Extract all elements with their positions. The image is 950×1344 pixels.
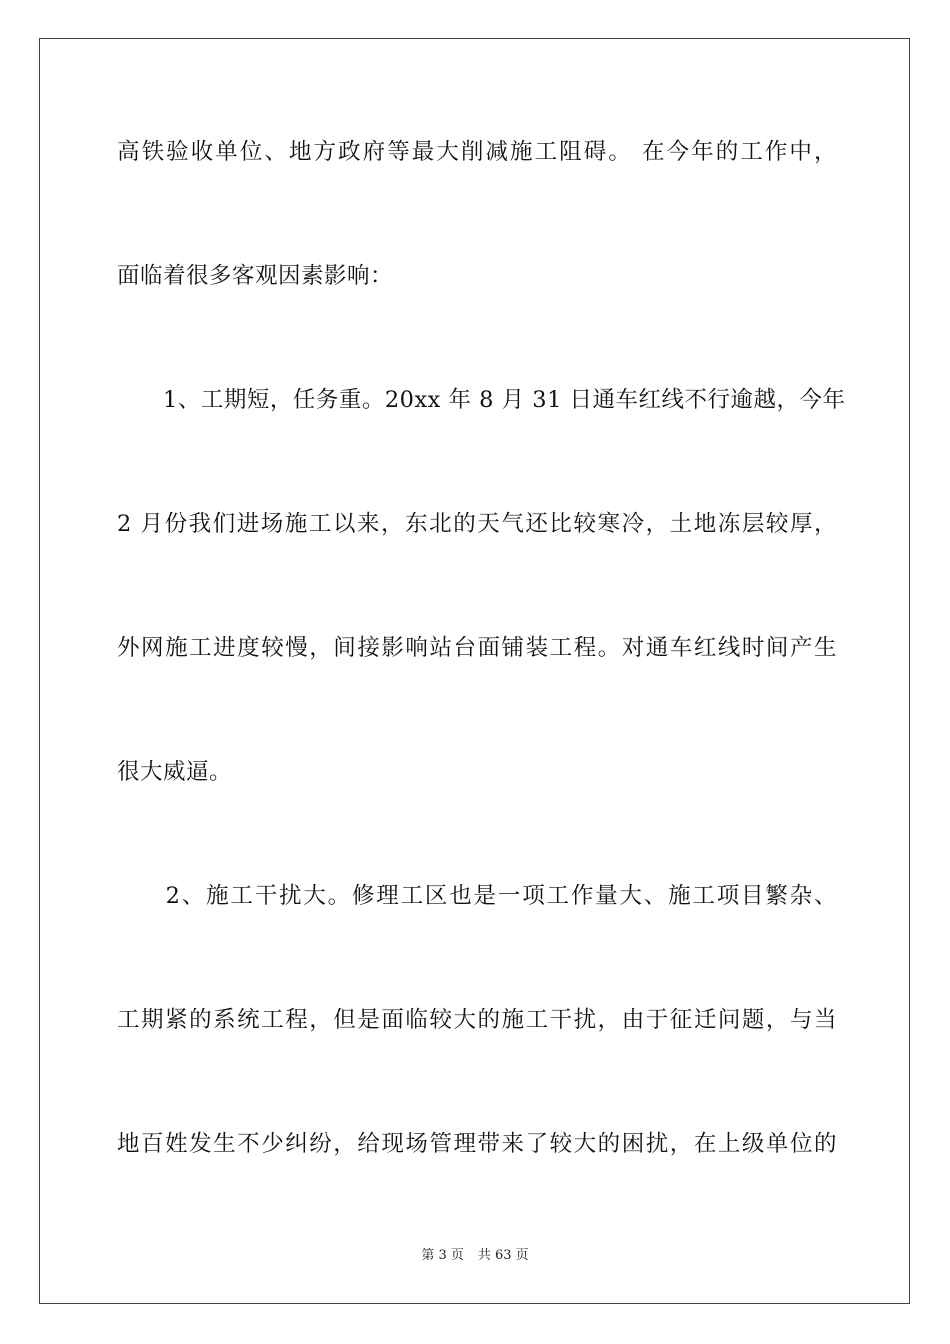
text-line-9: 地百姓发生不少纠纷，给现场管理带来了较大的困扰，在上级单位的	[117, 1131, 837, 1157]
text-line-8: 工期紧的系统工程，但是面临较大的施工干扰，由于征迁问题，与当	[117, 1007, 837, 1033]
page-number: 第 3 页	[421, 1248, 464, 1263]
text-line-5: 外网施工进度较慢，间接影响站台面铺装工程。对通车红线时间产生	[117, 635, 837, 661]
text-line-7: 2、施工干扰大。修理工区也是一项工作量大、施工项目繁杂、	[117, 883, 837, 909]
page-footer	[0, 1247, 950, 1265]
text-line-3: 1、工期短，任务重。20xx 年 8 月 31 日通车红线不行逾越，今年	[117, 387, 846, 413]
page-border	[39, 38, 910, 1304]
text-line-1: 高铁验收单位、地方政府等最大削减施工阻碍。 在今年的工作中，	[117, 139, 837, 165]
text-line-6: 很大威逼。	[117, 759, 233, 785]
text-line-4: 2 月份我们进场施工以来，东北的天气还比较寒冷，土地冻层较厚，	[117, 511, 837, 537]
text-line-2: 面临着很多客观因素影响：	[117, 263, 394, 289]
total-pages: 共 63 页	[477, 1248, 529, 1263]
